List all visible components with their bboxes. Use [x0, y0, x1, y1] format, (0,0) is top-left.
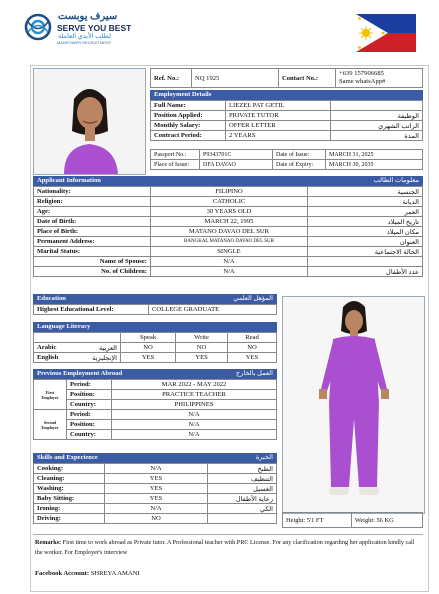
philippine-flag — [356, 14, 416, 52]
education-table: Highest Educational Level: COLLEGE GRADUATE — [33, 304, 277, 315]
ref-value: NQ 1925 — [192, 69, 279, 88]
employment-table: Full Name: LIEZEL PAT GETIL Position Applied: PRIVATE TUTOR الوظيفة Monthly Salary: OFFER LETTER الراتب الشهري Contract Period: 2 YEARS المدة — [150, 100, 423, 141]
brand-tagline: MANPOWER RECRUITMENT — [57, 40, 112, 45]
passport-table: Passport No.: P9343701C Date of Issue: MARCH 31, 2025 Place of Issue: DFA DAVAO Date of Expiry: MARCH 30, 2035 — [150, 149, 423, 170]
full-body-photo — [282, 296, 425, 514]
language-header: Language Literacy — [33, 322, 277, 332]
applicant-table: Nationality: FILIPINO الجنسية Religion: CATHOLIC الديانة Age: 30 YEARS OLD العمر Date of Birth: MARCH 22, 1995 تاريخ الميلاد Place of Birth: MATANO DAVAO DEL SUR مكان الميلاد Permanent Address: BANGKAL MATANAO DAVAO DEL SUR العنوان Marital Status: SINGLE الحالة الاجتماعية Name of Spouse: N/A No. of Children: N/A عدد الأطفال — [33, 186, 423, 277]
contact-label: Contact No.: — [279, 69, 336, 88]
height-value: Height: 5'1 FT — [283, 513, 352, 528]
facebook-account: Facebook Account: SHREYA AMANI — [35, 570, 140, 577]
applicant-photo — [33, 68, 146, 175]
applicant-info-header: Applicant Information معلومات الطالب — [33, 176, 423, 186]
company-logo — [24, 13, 52, 41]
skills-header: Skills and Experience الخبرة — [33, 453, 277, 463]
education-header: Education المؤهل العلمي — [33, 294, 277, 304]
weight-value: Weight: 56 KG — [351, 513, 422, 528]
brand-arabic-sub: لطلب الأيدي العاملة — [58, 33, 111, 40]
employment-details-header: Employment Details — [150, 90, 423, 100]
language-table: Speak Write Read Arabic العربية NO NO NO English الإنجليزية YES YES YES — [33, 332, 277, 363]
ref-label: Ref. No.: — [151, 69, 192, 88]
remarks-text: Remarks: First time to work abroad as Private tutor. A Professional teacher with PRC License. For any clarification regarding her application kindly call the worker. For Employer's interview — [35, 539, 415, 556]
height-weight-table — [282, 512, 423, 528]
contact-value: +639 157906685 Same whatsApp# — [336, 69, 423, 88]
brand-arabic: سيرف يوبست — [58, 11, 118, 22]
previous-employment-table: First Employer Period: MAR 2022 - MAY 2022 Position: PRACTICE TEACHER Country: PHILIPPINES Second Employer Period: N/A Position: N/A Country: N/A — [33, 379, 277, 440]
previous-employment-header: Previous Employment Abroad العمل بالخارج — [33, 369, 277, 379]
brand-name: SERVE YOU BEST — [57, 23, 132, 33]
skills-table: Cooking: N/A الطبخ Cleaning: YES التنظيف Washing: YES الغسيل Baby Sitting: YES رعاية الأطفال Ironing: N/A الكي Driving: NO — [33, 463, 277, 524]
